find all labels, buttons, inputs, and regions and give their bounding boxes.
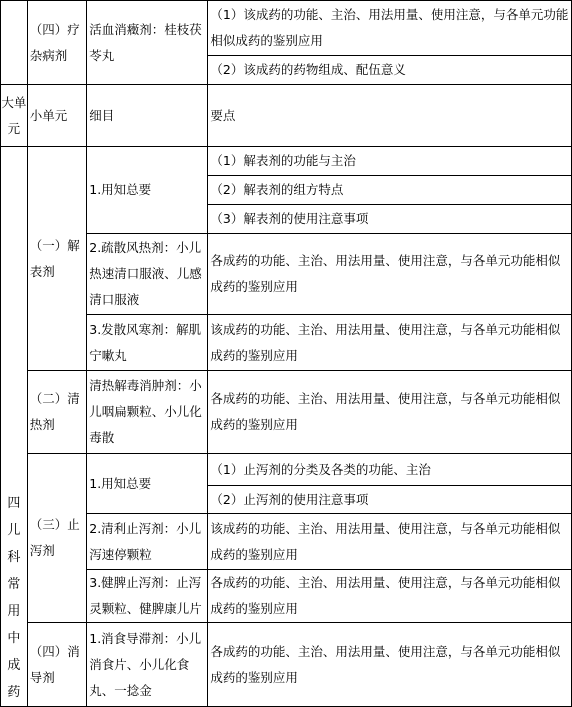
point-cell: 各成药的功能、主治、用法用量、使用注意，与各单元功能相似成药的鉴别应用 <box>208 234 572 315</box>
small-unit-cell: （二）清热剂 <box>27 371 87 454</box>
point-cell: 该成药的功能、主治、用法用量、使用注意，与各单元功能相似成药的鉴别应用 <box>208 514 572 570</box>
point-cell: 各成药的功能、主治、用法用量、使用注意，与各单元功能相似成药的鉴别应用 <box>208 623 572 707</box>
table-row <box>1 623 572 707</box>
detail-cell: 清热解毒消肿剂：小儿咽扁颗粒、小儿化毒散 <box>87 371 208 454</box>
table-row <box>1 570 572 623</box>
header-points: 要点 <box>208 85 572 147</box>
small-unit-cell: （四）疗杂病剂 <box>27 1 87 85</box>
big-unit-cell-empty <box>1 1 28 85</box>
point-cell: 该成药的功能、主治、用法用量、使用注意，与各单元功能相似成药的鉴别应用 <box>208 315 572 371</box>
table-row <box>1 371 572 454</box>
point-cell: （2）解表剂的组方特点 <box>208 176 572 205</box>
point-cell: （1）该成药的功能、主治、用法用量、使用注意，与各单元功能相似成药的鉴别应用 <box>208 1 572 56</box>
detail-cell: 3.发散风寒剂：解肌宁嗽丸 <box>87 315 208 371</box>
detail-cell: 2.疏散风热剂：小儿热速清口服液、儿感清口服液 <box>87 234 208 315</box>
header-small-unit: 小单元 <box>27 85 87 147</box>
detail-cell: 1.用知总要 <box>87 147 208 234</box>
point-cell: （3）解表剂的使用注意事项 <box>208 205 572 234</box>
header-row <box>1 85 572 147</box>
point-cell: （2）该成药的药物组成、配伍意义 <box>208 56 572 85</box>
small-unit-cell: （四）消导剂 <box>27 623 87 707</box>
big-unit-name: 四儿科常用中成药 <box>7 496 21 700</box>
header-detail: 细目 <box>87 85 208 147</box>
table-row <box>1 454 572 486</box>
point-cell: （2）止泻剂的使用注意事项 <box>208 486 572 514</box>
table-row <box>1 234 572 315</box>
detail-cell: 1.用知总要 <box>87 454 208 514</box>
point-cell: 各成药的功能、主治、用法用量、使用注意，与各单元功能相似成药的鉴别应用 <box>208 570 572 623</box>
big-unit-cell <box>1 147 28 707</box>
table-row <box>1 514 572 570</box>
point-cell: 各成药的功能、主治、用法用量、使用注意，与各单元功能相似成药的鉴别应用 <box>208 371 572 454</box>
table-row <box>1 315 572 371</box>
table-row <box>1 147 572 176</box>
detail-cell: 2.清利止泻剂：小儿泻速停颗粒 <box>87 514 208 570</box>
detail-cell: 活血消癥剂：桂枝茯苓丸 <box>87 1 208 85</box>
detail-cell: 3.健脾止泻剂：止泻灵颗粒、健脾康儿片 <box>87 570 208 623</box>
header-big-unit: 大单元 <box>1 85 28 147</box>
point-cell: （1）止泻剂的分类及各类的功能、主治 <box>208 454 572 486</box>
detail-cell: 1.消食导滞剂：小儿消食片、小儿化食丸、一捻金 <box>87 623 208 707</box>
table-row <box>1 1 572 56</box>
small-unit-cell: （三）止泻剂 <box>27 454 87 623</box>
point-cell: （1）解表剂的功能与主治 <box>208 147 572 176</box>
small-unit-cell: （一）解表剂 <box>27 147 87 371</box>
